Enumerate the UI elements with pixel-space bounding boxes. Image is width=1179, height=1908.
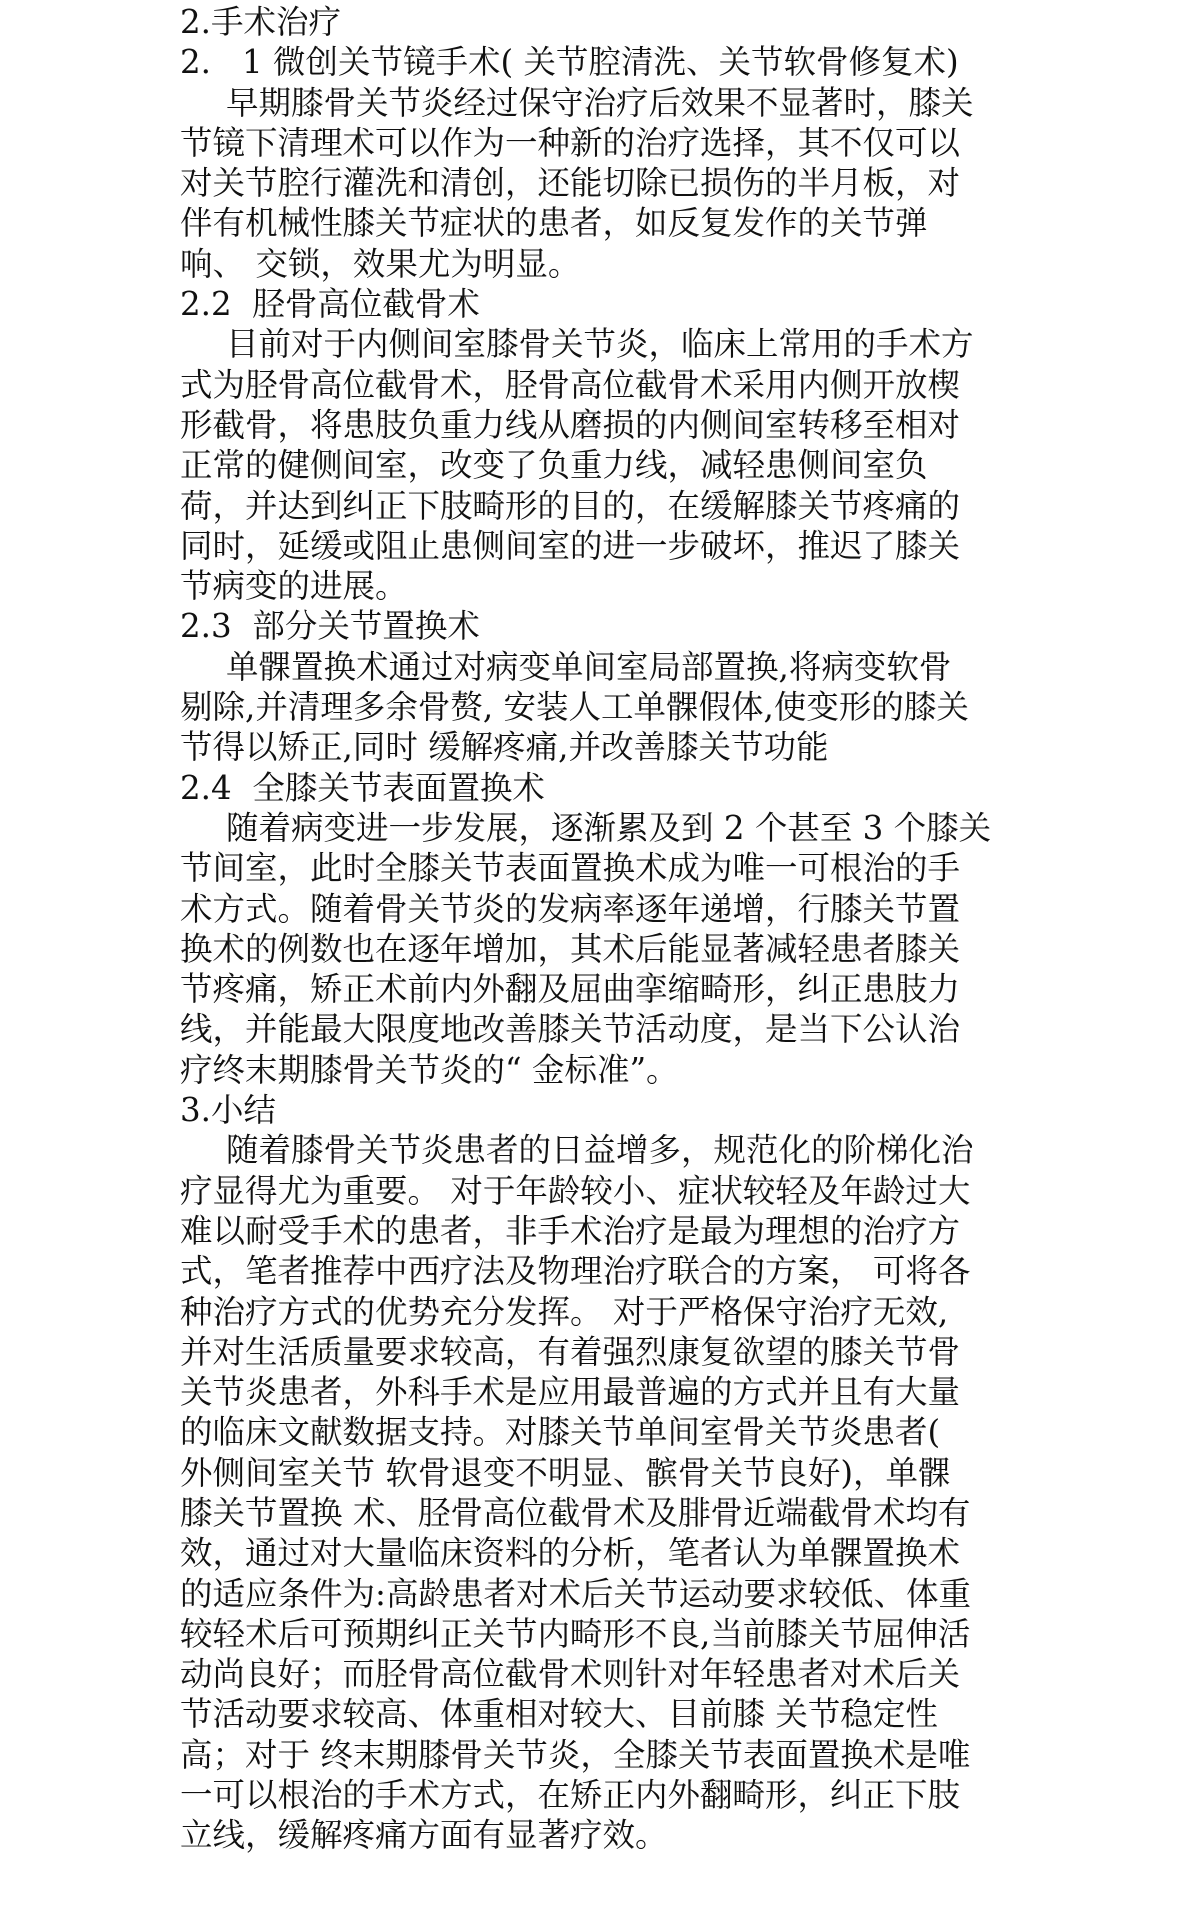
- text-line: 高；对于 终末期膝骨关节炎，全膝关节表面置换术是唯: [180, 1735, 971, 1774]
- text-line: 难以耐受手术的患者，非手术治疗是最为理想的治疗方: [180, 1211, 961, 1250]
- text-line: 荷，并达到纠正下肢畸形的目的，在缓解膝关节疼痛的: [180, 486, 961, 525]
- text-line: 疗显得尤为重要。 对于年龄较小、症状较轻及年龄过大: [180, 1171, 971, 1210]
- text-line: 随着病变进一步发展，逐渐累及到 2 个甚至 3 个膝关: [226, 808, 992, 847]
- text-line: 的适应条件为:高龄患者对术后关节运动要求较低、体重: [180, 1574, 971, 1613]
- text-line: 并对生活质量要求较高，有着强烈康复欲望的膝关节骨: [180, 1332, 961, 1371]
- text-line: 疗终末期膝骨关节炎的“ 金标准”。: [180, 1050, 679, 1089]
- text-line: 立线，缓解疼痛方面有显著疗效。: [180, 1816, 668, 1855]
- text-line: 2. 1 微创关节镜手术( 关节腔清洗、关节软骨修复术): [180, 43, 959, 82]
- text-line: 节得以矫正,同时 缓解疼痛,并改善膝关节功能: [180, 728, 829, 767]
- text-line: 2.2 胫骨高位截骨术: [180, 285, 480, 324]
- text-line: 伴有机械性膝关节症状的患者，如反复发作的关节弹: [180, 204, 928, 243]
- text-line: 外侧间室关节 软骨退变不明显、髌骨关节良好)，单髁: [180, 1453, 951, 1492]
- text-line: 效，通过对大量临床资料的分析，笔者认为单髁置换术: [180, 1534, 961, 1573]
- text-line: 术方式。随着骨关节炎的发病率逐年递增，行膝关节置: [180, 889, 961, 928]
- text-line: 一可以根治的手术方式，在矫正内外翻畸形，纠正下肢: [180, 1776, 961, 1815]
- text-line: 剔除,并清理多余骨赘, 安装人工单髁假体,使变形的膝关: [180, 688, 969, 727]
- text-line: 随着膝骨关节炎患者的日益增多，规范化的阶梯化治: [226, 1131, 974, 1170]
- text-line: 动尚良好；而胫骨高位截骨术则针对年轻患者对术后关: [180, 1655, 961, 1694]
- text-line: 单髁置换术通过对病变单间室局部置换,将病变软骨: [226, 647, 952, 686]
- text-line: 关节炎患者，外科手术是应用最普遍的方式并且有大量: [180, 1373, 961, 1412]
- text-line: 膝关节置换 术、胫骨高位截骨术及腓骨近端截骨术均有: [180, 1493, 971, 1532]
- text-line: 种治疗方式的优势充分发挥。 对于严格保守治疗无效,: [180, 1292, 949, 1331]
- text-line: 响、 交锁，效果尤为明显。: [180, 244, 581, 283]
- text-line: 节镜下清理术可以作为一种新的治疗选择，其不仅可以: [180, 123, 961, 162]
- text-line: 早期膝骨关节炎经过保守治疗后效果不显著时，膝关: [226, 83, 974, 122]
- text-line: 节病变的进展。: [180, 567, 408, 606]
- text-line: 2.4 全膝关节表面置换术: [180, 768, 545, 807]
- text-line: 式，笔者推荐中西疗法及物理治疗联合的方案， 可将各: [180, 1252, 971, 1291]
- text-line: 的临床文献数据支持。对膝关节单间室骨关节炎患者(: [180, 1413, 941, 1452]
- text-line: 正常的健侧间室，改变了负重力线，减轻患侧间室负: [180, 446, 928, 485]
- text-line: 式为胫骨高位截骨术，胫骨高位截骨术采用内侧开放楔: [180, 365, 961, 404]
- text-line: 线，并能最大限度地改善膝关节活动度，是当下公认治: [180, 1010, 961, 1049]
- text-line: 节活动要求较高、体重相对较大、目前膝 关节稳定性: [180, 1695, 938, 1734]
- text-line: 2.3 部分关节置换术: [180, 607, 480, 646]
- text-line: 节间室，此时全膝关节表面置换术成为唯一可根治的手: [180, 849, 961, 888]
- text-line: 同时，延缓或阻止患侧间室的进一步破坏，推迟了膝关: [180, 526, 961, 565]
- text-line: 目前对于内侧间室膝骨关节炎，临床上常用的手术方: [226, 325, 974, 364]
- text-line: 节疼痛，矫正术前内外翻及屈曲挛缩畸形，纠正患肢力: [180, 970, 961, 1009]
- text-line: 较轻术后可预期纠正关节内畸形不良,当前膝关节屈伸活: [180, 1614, 971, 1653]
- text-line: 形截骨，将患肢负重力线从磨损的内侧间室转移至相对: [180, 405, 961, 444]
- text-line: 对关节腔行灌洗和清创，还能切除已损伤的半月板，对: [180, 164, 961, 203]
- document-page: [180, 2, 1020, 1856]
- text-line: 换术的例数也在逐年增加，其术后能显著减轻患者膝关: [180, 929, 961, 968]
- text-line: 2.手术治疗: [180, 3, 342, 41]
- text-line: 3.小结: [180, 1091, 277, 1130]
